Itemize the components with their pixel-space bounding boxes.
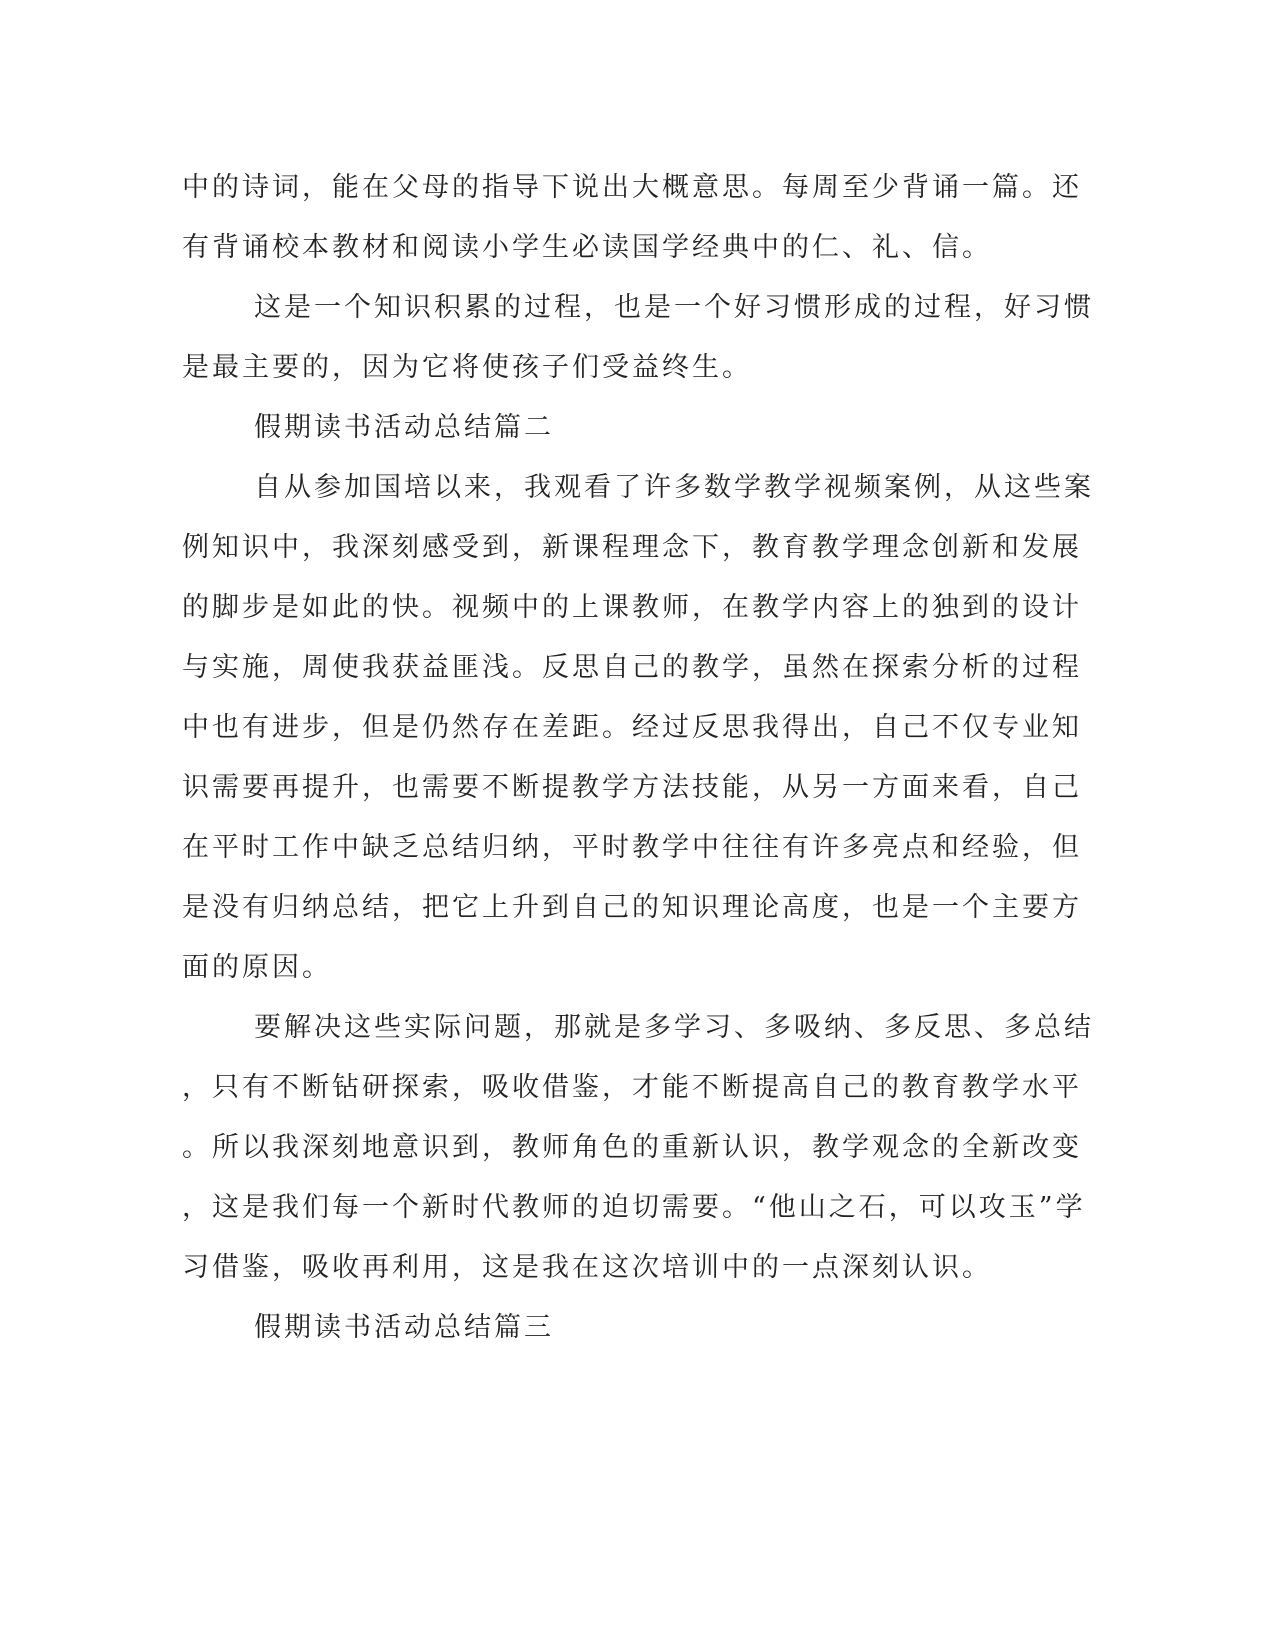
paragraph-line: 有背诵校本教材和阅读小学生必读国学经典中的仁、礼、信。 (182, 232, 992, 263)
paragraph-line: 的脚步是如此的快。视频中的上课教师，在教学内容上的独到的设计 (182, 592, 1082, 623)
paragraph-line: 这是一个知识积累的过程，也是一个好习惯形成的过程，好习惯 (254, 292, 1094, 323)
paragraph-line: 是没有归纳总结，把它上升到自己的知识理论高度，也是一个主要方 (182, 892, 1082, 923)
paragraph-line: 与实施，周使我获益匪浅。反思自己的教学，虽然在探索分析的过程 (182, 652, 1082, 683)
paragraph-line: 中也有进步，但是仍然存在差距。经过反思我得出，自己不仅专业知 (182, 712, 1082, 743)
paragraph-line: 例知识中，我深刻感受到，新课程理念下，教育教学理念创新和发展 (182, 532, 1082, 563)
paragraph-line: ，只有不断钻研探索，吸收借鉴，才能不断提高自己的教育教学水平 (182, 1072, 1082, 1103)
document-body (182, 158, 1094, 1358)
paragraph-line: 要解决这些实际问题，那就是多学习、多吸纳、多反思、多总结 (254, 1012, 1094, 1043)
section-heading: 假期读书活动总结篇二 (254, 412, 554, 443)
paragraph-line: 在平时工作中缺乏总结归纳，平时教学中往往有许多亮点和经验，但 (182, 832, 1082, 863)
paragraph-line: ，这是我们每一个新时代教师的迫切需要。“他山之石，可以攻玉”学 (182, 1192, 1086, 1223)
paragraph-line: 面的原因。 (182, 952, 332, 983)
paragraph-line: 识需要再提升，也需要不断提教学方法技能，从另一方面来看，自己 (182, 772, 1082, 803)
paragraph-line: 自从参加国培以来，我观看了许多数学教学视频案例，从这些案 (254, 472, 1094, 503)
paragraph-line: 。所以我深刻地意识到，教师角色的重新认识，教学观念的全新改变 (182, 1132, 1082, 1163)
paragraph-line: 是最主要的，因为它将使孩子们受益终生。 (182, 352, 752, 383)
section-heading: 假期读书活动总结篇三 (254, 1312, 554, 1343)
paragraph-line: 中的诗词，能在父母的指导下说出大概意思。每周至少背诵一篇。还 (182, 172, 1082, 203)
paragraph-line: 习借鉴，吸收再利用，这是我在这次培训中的一点深刻认识。 (182, 1252, 992, 1283)
